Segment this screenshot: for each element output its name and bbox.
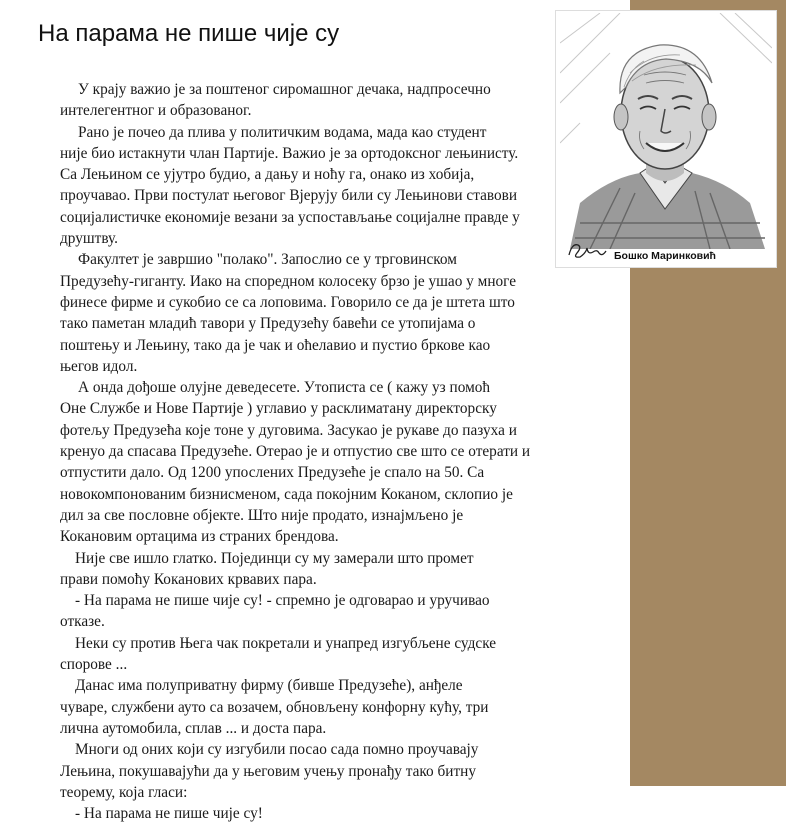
para-2-line-4: проучавао. Први постулат његовог Вјерују били су Лењинови ставови (60, 187, 518, 205)
para-4-line-2: Оне Службе и Нове Партије ) углавио у расклиматану директорску (60, 400, 497, 418)
para-4-line-3: фотељу Предузећа које тоне у дуговима. Засукао је рукаве до пазуха и (60, 421, 517, 439)
para-2-line-5: социјалистичке економије везани за успостављање социјалне правде у (60, 208, 520, 226)
para-4-line-8: Кокановим ортацима из страних брендова. (60, 528, 339, 546)
para-3-line-4: тако паметан младић тавори у Предузећу бавећи се утопијама о (60, 315, 476, 333)
para-8-line-1: Данас има полуприватну фирму (бивше Предузеће), анђеле (75, 677, 463, 695)
para-4-line-5: отпустити дало. Од 1200 упослених Предузеће је спало на 50. Са (60, 464, 485, 482)
para-2-line-3: Са Лењином се ујутро будио, а дању и ноћу га, онако из хобија, (60, 166, 475, 184)
para-4-line-7: дил за све пословне објекте. Што није продато, изнајмљено је (60, 506, 464, 524)
para-4-line-4: кренуо да спасава Предузеће. Отерао је и отпустио све што се отерати и (60, 443, 531, 461)
para-3-line-5: поштењу и Лењину, тако да је чак и оћелавио и пустио бркове као (60, 336, 491, 354)
para-3-line-3: финесе фирме и сукобио се са лоповима. Говорило се да је штета што (60, 293, 515, 311)
article-body (60, 79, 560, 824)
para-3-line-1: Факултет је завршио "полако". Запослио се у трговинском (78, 251, 457, 269)
para-7-line-1: Неки су против Њега чак покретали и унапред изгубљене судске (75, 634, 497, 652)
portrait-card (555, 10, 777, 268)
para-2-line-2: није био истакнути члан Партије. Важио је за ортодоксног лењинисту. (60, 144, 519, 162)
para-3-line-2: Предузећу-гиганту. Иако на споредном колосеку брзо је ушао у многе (60, 272, 517, 290)
para-9-line-3: теорему, која гласи: (60, 783, 188, 801)
para-9-line-1: Многи од оних који су изгубили посао сада помно проучавају (75, 741, 479, 759)
para-4-line-1: А онда дођоше олујне деведесете. Утописта се ( кажу уз помоћ (78, 379, 491, 397)
para-7-line-2: спорове ... (60, 656, 128, 674)
para-6-line-2: отказе. (60, 613, 105, 631)
portrait-caption: Бошко Маринковић (614, 250, 716, 262)
para-2-line-6: друштву. (60, 230, 118, 248)
para-8-line-2: чуваре, службени ауто са возачем, обновљену конфорну кућу, три (60, 698, 489, 716)
page-title: На парама не пише чије су (38, 20, 340, 47)
para-2-line-1: Рано је почео да плива у политичким водама, мада као студент (78, 123, 487, 141)
portrait-sketch-icon (560, 13, 772, 249)
para-5-line-1: Није све ишло глатко. Појединци су му замерали што промет (75, 549, 474, 567)
signature-icon (566, 239, 608, 263)
para-1-line-1: У крају важио је за поштеног сиромашног дечака, надпросечно (78, 81, 491, 98)
para-9-line-2: Лењина, покушавајући да у његовим учењу пронађу тако битну (60, 762, 477, 780)
para-1-line-2: интелегентног и образованог. (60, 102, 252, 120)
para-10-line-1: - На парама не пише чије су! (75, 805, 263, 823)
para-5-line-2: прави помоћу Кокановиx крвавиx пара. (60, 570, 317, 588)
para-8-line-3: лична аутомобила, сплав ... и доста пара. (60, 719, 327, 737)
para-6-line-1: - На парама не пише чије су! - спремно је одговарао и уручивао (75, 592, 490, 610)
para-3-line-6: његов идол. (60, 357, 138, 375)
para-4-line-6: новокомпонованим бизнисменом, сада покојним Коканом, склопио је (60, 485, 513, 503)
